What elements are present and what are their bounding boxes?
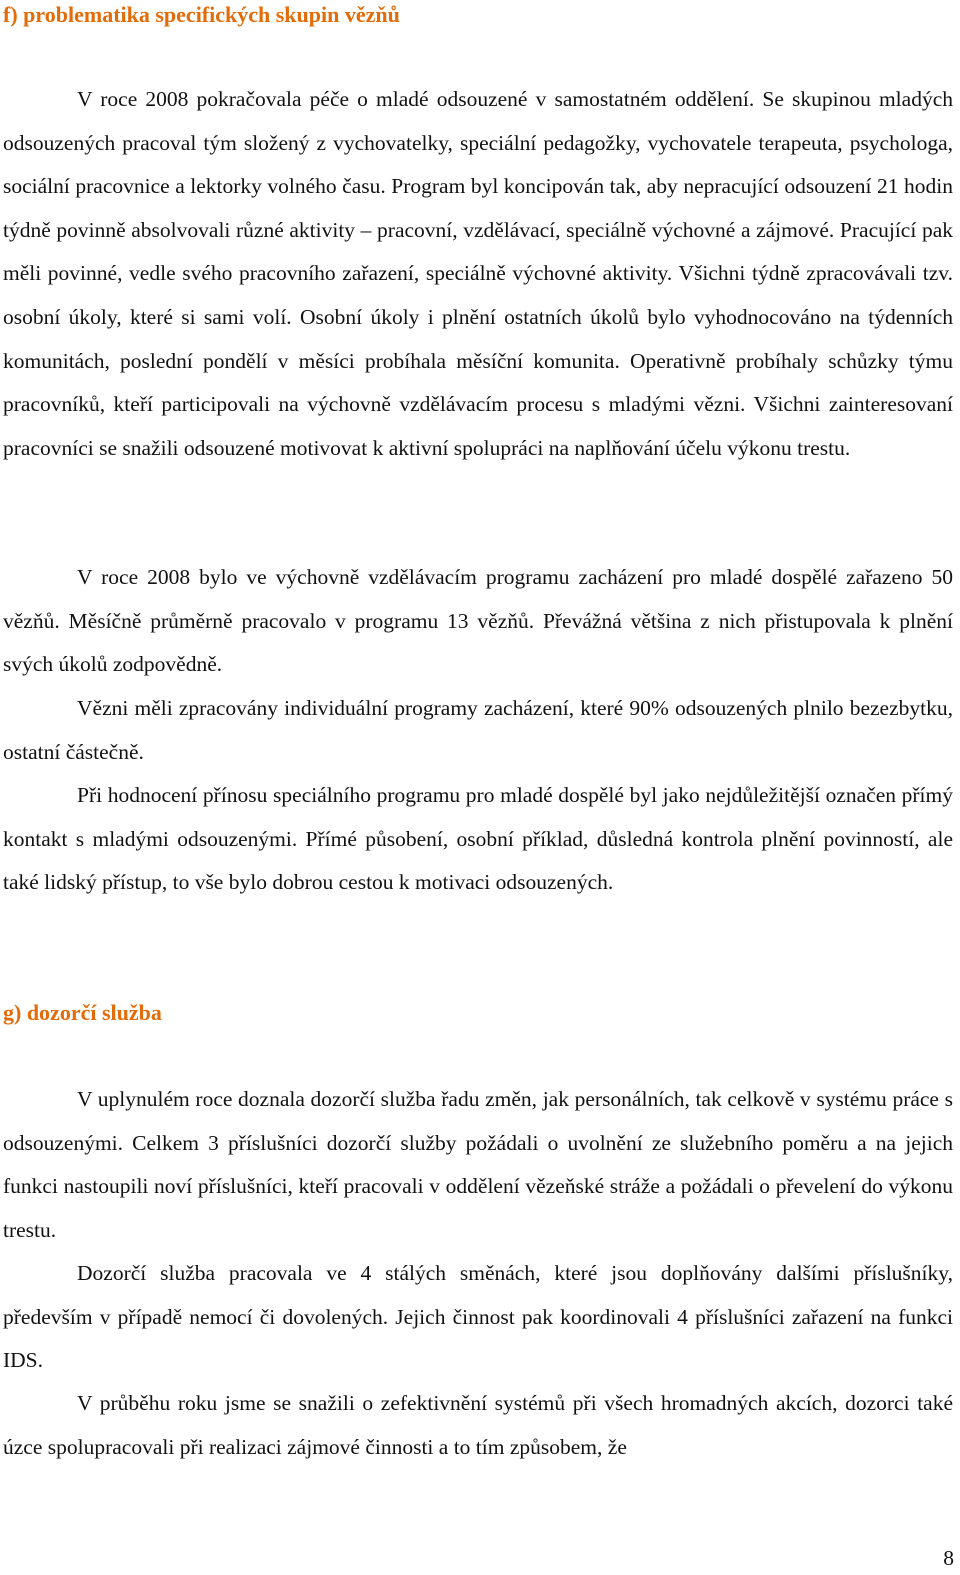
paragraph: Při hodnocení přínosu speciálního programu pro mladé dospělé byl jako nejdůležitější označen přímý kontakt s mladými odsouzenými. Přímé působení, osobní příklad, důsledná kontrola plnění povinností, ale také lidský přístup, to vše bylo dobrou cestou k motivaci odsouzených. [3, 783, 953, 895]
section-heading-f: f) problematika specifických skupin vězňů [3, 2, 400, 27]
paragraph: V uplynulém roce doznala dozorčí služba řadu změn, jak personálních, tak celkově v systému práce s odsouzenými. Celkem 3 příslušníci dozorčí služby požádali o uvolnění ze služebního poměru a na jejich funkci nastoupili noví příslušníci, kteří pracovali v oddělení vězeňské stráže a požádali o převelení do výkonu trestu. [3, 1087, 953, 1242]
paragraph: V roce 2008 bylo ve výchovně vzdělávacím programu zacházení pro mladé dospělé zařazeno 50 vězňů. Měsíčně průměrně pracovalo v programu 13 vězňů. Převážná většina z nich přistupovala k plnění svých úkolů zodpovědně. [3, 565, 953, 677]
paragraph: Dozorčí služba pracovala ve 4 stálých směnách, které jsou doplňovány dalšími příslušníky, především v případě nemocí či dovolených. Jejich činnost pak koordinovali 4 příslušníci zařazení na funkci IDS. [3, 1261, 953, 1373]
section-heading-g: g) dozorčí služba [3, 1000, 162, 1025]
paragraph: V průběhu roku jsme se snažili o zefektivnění systémů při všech hromadných akcích, dozorci také úzce spolupracovali při realizaci zájmové činnosti a to tím způsobem, že [3, 1391, 953, 1459]
paragraph: Vězni měli zpracovány individuální programy zacházení, které 90% odsouzených plnilo bezezbytku, ostatní částečně. [3, 696, 953, 764]
paragraph: V roce 2008 pokračovala péče o mladé odsouzené v samostatném oddělení. Se skupinou mladých odsouzených pracoval tým složený z vychovatelky, speciální pedagožky, vychovatele terapeuta, psychologa, sociální pracovnice a lektorky volného času. Program byl koncipován tak, aby nepracující odsouzení 21 hodin týdně povinně absolvovali různé aktivity – pracovní, vzdělávací, speciálně výchovné a zájmové. Pracující pak měli povinné, vedle svého pracovního zařazení, speciálně výchovné aktivity. Všichni týdně zpracovávali tzv. osobní úkoly, které si sami volí. Osobní úkoly i plnění ostatních úkolů bylo vyhodnocováno na týdenních komunitách, poslední pondělí v měsíci probíhala měsíční komunita. Operativně probíhaly schůzky týmu pracovníků, kteří participovali na výchovně vzdělávacím procesu s mladými vězni. Všichni zainteresovaní pracovníci se snažili odsouzené motivovat k aktivní spolupráci na naplňování účelu výkonu trestu. [3, 87, 953, 460]
page-number: 8 [943, 1546, 954, 1570]
